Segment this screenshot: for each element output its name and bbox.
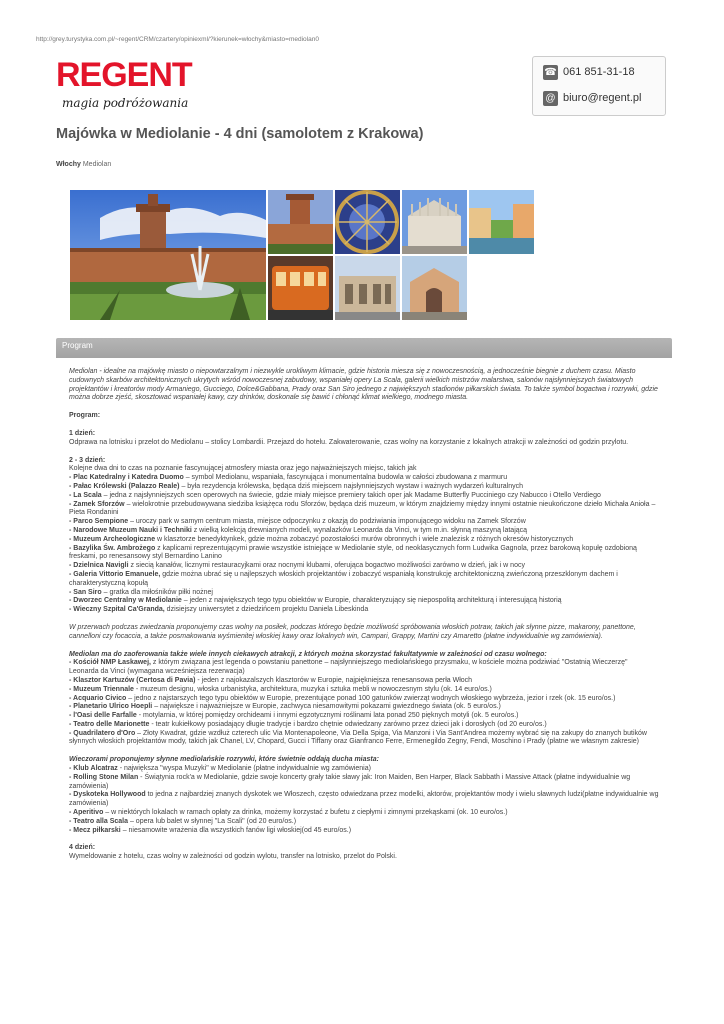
email-row	[543, 87, 665, 109]
list-item-name: - Wieczny Szpital Ca'Granda,	[69, 606, 165, 614]
list-item	[69, 571, 659, 589]
list-item-name: - Klub Alcatraz	[69, 765, 118, 773]
at-icon: @	[543, 91, 558, 106]
nightlife-heading: Wieczorami proponujemy słynne mediolańskie rozrywki, które świetnie oddają ducha miasta:	[69, 756, 379, 764]
list-item-name: - Pałac Królewski (Palazzo Reale)	[69, 482, 180, 490]
contact-box	[532, 56, 666, 116]
list-item-text: to jedna z najbardziej znanych dyskotek we Włoszech, często odwiedzana przez modelki, aktorów, projektantów mody i wielu sławnych ludzi(płatne indywidualnie wg zamówienia)	[69, 791, 659, 808]
list-item-name: - Muzeum Triennale	[69, 685, 134, 693]
breadcrumb-country[interactable]: Włochy	[56, 161, 81, 168]
list-item	[69, 562, 659, 571]
list-item-name: - Rolling Stone Milan	[69, 773, 139, 781]
list-item-text: - największa "wyspa Muzyki" w Mediolanie (płatne indywidualnie wg zamówienia)	[117, 765, 371, 773]
list-item	[69, 827, 659, 836]
list-item-text: – uroczy park w samym centrum miasta, miejsce odpoczynku z okazją do podziwiania imponującego widoku na Zamek Sforzów	[128, 518, 526, 526]
photo-galleria-dome[interactable]	[335, 190, 400, 254]
list-item	[69, 518, 659, 527]
phone-icon: ☎	[544, 66, 557, 78]
list-item-name: - Plac Katedralny i Katedra Duomo	[69, 474, 184, 482]
photo-duomo[interactable]	[402, 190, 467, 254]
list-item-text: - muzeum designu, włoska urbanistyka, architektura, muzyka i sztuka mebli w nowoczesnym stylu (ok. 14 euro/os.)	[133, 685, 492, 693]
list-item	[69, 483, 659, 492]
intro-text: Mediolan - idealne na majówkę miasto o niepowtarzalnym i niezwykle urokliwym klimacie, gdzie historia miesza się z nowoczesnością, a jednocześnie biegnie z duchem czasu. Miasto cudownych skarbów architektonicznych ukrytych wśród nowoczesnej zabudowy, wspaniałej opery La Scala, galerii wielkich mistrzów malarstwa, salonów najsłynniejszych światowych projektantów i kreatorów mody Armaniego, Gucciego, Dolce&Gabbana, Prady oraz San Siro jednego z największych stadionów piłkarskich świata. To także symbol bogactwa i rozrywki, gdzie można dobrze zjeść, skosztować wspaniałej kawy, czy drinków, doskonale się bawić i chłonąć klimat wielkiego, modnego miasta.	[69, 368, 658, 402]
list-item-text: z wielką kolekcją drewnianych modeli, wynalazków Leonarda da Vinci, w tym m.in. słynną maszyną latającą	[191, 526, 528, 534]
list-item-text: w klasztorze benedyktynkek, gdzie można zobaczyć pozostałości murów obronnych i wiele znalezisk z różnych okresów historycznych	[155, 535, 574, 543]
list-item-name: - La Scala	[69, 491, 102, 499]
list-item-name: - Dyskoteka Hollywood	[69, 791, 146, 799]
list-item	[69, 730, 659, 748]
day4-title: 4 dzień:	[69, 844, 96, 852]
list-item-text: – w niektórych lokalach w ramach opłaty za drinka, możemy korzystać z bufetu z ciepłymi i zimnymi przekąskami (ok. 10 euro/os.)	[103, 809, 508, 817]
list-item	[69, 492, 659, 501]
list-item-text: - Świątynia rock'a w Mediolanie, gdzie swoje koncerty grały takie sławy jak: Iron Maiden, Ben Harper, Black Sabbath i Massive Attack (płatne indywidualnie wg zamówienia)	[69, 773, 631, 790]
list-item-name: - Zamek Sforzów	[69, 500, 125, 508]
list-item-name: - Bazylika Św. Ambrożego	[69, 544, 156, 552]
photo-central-station[interactable]	[335, 256, 400, 320]
list-item-text: – gratka dla miłośników piłki nożnej	[101, 588, 213, 596]
logo-wordmark: REGENT	[56, 56, 192, 94]
list-item-text: – jeden z największych tego typu obiektów w Europie, charakteryzujący się niepospolitą architekturą i interesującą historią	[181, 597, 562, 605]
list-item	[69, 695, 659, 704]
list-item	[69, 589, 659, 598]
list-item-text: – największe i najważniejsze w Europie, zachwyca niesamowitymi pokazami gwiezdnego świata (ok. 5 euro/os.)	[152, 703, 501, 711]
list-item-text: – była rezydencja królewska, będąca dziś miejscem najsłynniejszych wystaw i ważnych wydarzeń kulturalnych	[179, 482, 524, 490]
list-item-text: – opera lub balet w słynnej "La Scali" (od 20 euro/os.)	[128, 817, 297, 825]
list-item	[69, 597, 659, 606]
list-item	[69, 818, 659, 827]
list-item-text: z którym związana jest legenda o powstaniu panettone – najsłynniejszego mediolańskiego przysmaku, w kościele można podziwiać "Ostatnią Wieczerzę" Leonarda da Vinci (wymagana wcześniejsza rezerwacja)	[69, 659, 628, 676]
list-item	[69, 677, 659, 686]
attractions-heading: Mediolan ma do zaoferowania także wiele innych ciekawych atrakcji, z których można skorzystać fakultatywnie w zależności od czasu wolnego:	[69, 650, 547, 658]
photo-castle-tower[interactable]	[268, 190, 333, 254]
list-item-text: z siecią kanałów, licznymi restauracyjkami oraz nocnymi klubami, oferująca bogactwo możliwości zarówno w dzień, jak i w nocy	[128, 562, 525, 570]
list-item-text: - jeden z najokazalszych klasztorów w Europie, najpiękniejsza renesansowa perła Włoch	[195, 676, 473, 684]
breadcrumb-city[interactable]: Mediolan	[82, 161, 112, 168]
logo-tagline: magia podróżowania	[62, 96, 189, 110]
photo-milan-tram[interactable]	[268, 256, 333, 320]
list-item-text: – jedna z najsłynniejszych scen operowych na świecie, gdzie miały miejsce premiery takich oper jak Madame Butterfly Pucciniego czy Nabucco i Otello Verdiego	[101, 491, 601, 499]
regent-logo[interactable]	[56, 56, 206, 114]
day23-title: 2 - 3 dzień:	[69, 456, 106, 464]
list-item-name: - Muzeum Archeologiczne	[69, 535, 156, 543]
nightlife-list	[69, 765, 659, 835]
list-item-name: - Narodowe Muzeum Nauki i Techniki	[69, 526, 192, 534]
list-item-name: - Parco Sempione	[69, 518, 129, 526]
list-item	[69, 791, 659, 809]
program-header-bar: Program	[56, 338, 672, 358]
page-url: http://grey.turystyka.com.pl/~regent/CRM/czartery/opiniexml/?kierunek=włochy&miasto=mediolan0	[36, 36, 319, 43]
email-address[interactable]: biuro@regent.pl	[563, 92, 642, 104]
breadcrumb	[56, 161, 111, 168]
phone-row	[543, 61, 665, 83]
photo-navigli-canal[interactable]	[469, 190, 534, 254]
list-item-name: - Klasztor Kartuzów (Certosa di Pavia)	[69, 676, 196, 684]
list-item	[69, 765, 659, 774]
list-item-text: dzisiejszy uniwersytet z dziedzińcem projektu Daniela Libeskinda	[164, 606, 369, 614]
break-note: W przerwach podczas zwiedzania proponujemy czas wolny na posiłek, podczas którego będzie możliwość spróbowania włoskich potraw, takich jak słynne pizze, makarony, panettone, cannelloni czy focaccia, a także posmakowania wyśmienitej włoskiej kawy oraz lokalnych win, Campari, Grappy, Martini czy Amaretto (płatne indywidualnie wg zamówienia).	[69, 623, 636, 640]
day1-text: Odprawa na lotnisku i przelot do Mediolanu – stolicy Lombardii. Przejazd do hotelu. Zakwaterowanie, czas wolny na korzystanie z lokalnych atrakcji w zależności od godzin przylotu.	[69, 438, 629, 446]
list-item-text: - teatr kukiełkowy posiadający długie tradycje i bardzo chętnie odwiedzany zarówno przez dzieci jak i dorosłych (od 20 euro/os.)	[149, 720, 547, 728]
list-item	[69, 703, 659, 712]
list-item-name: - Acquario Civico	[69, 694, 127, 702]
list-item-name: - Quadrilatero d'Oro	[69, 729, 136, 737]
list-item-name: - San Siro	[69, 588, 102, 596]
list-item-name: - Mecz piłkarski	[69, 826, 121, 834]
list-item-name: - Planetario Ulrico Hoepli	[69, 703, 153, 711]
list-item-name: - l'Oasi delle Farfalle	[69, 712, 137, 720]
list-item	[69, 536, 659, 545]
list-item	[69, 774, 659, 792]
day4-text: Wymeldowanie z hotelu, czas wolny w zależności od godzin wylotu, transfer na lotnisko, przelot do Polski.	[69, 853, 397, 861]
page-title: Majówka w Mediolanie - 4 dni (samolotem z Krakowa)	[56, 126, 424, 142]
list-item-name: - Aperitivo	[69, 809, 104, 817]
list-item-text: z kaplicami reprezentującymi prawie wszystkie istniejące w Mediolanie style, od neoklasycznych form Ludwika Gagnola, przez barokową kopułę ozdobioną freskami, po renesansowy styl Bernardino Lanino	[69, 544, 637, 561]
list-item	[69, 659, 659, 677]
list-item-text: – Złoty Kwadrat, gdzie wzdłuż czterech ulic Via Montenapoleone, Via Della Spiga, Via Manzoni i Via Sant'Andrea możemy wybrać się na zakupy do znanych butików słynnych włoskich projektantów mody, takich jak Chanel, LV, Chopard, Gucci i Tiffany oraz Gianfranco Ferre, Ermenegildo Zegny, Fendi, Moschino i Prady (płatne we własnym zakresie)	[69, 729, 647, 746]
list-item-name: - Galeria Vittorio Emanuele,	[69, 570, 161, 578]
list-item	[69, 527, 659, 536]
list-item	[69, 809, 659, 818]
list-item-text: – niesamowite wrażenia dla wszystkich fanów ligi włoskiej(od 45 euro/os.)	[120, 826, 352, 834]
list-item-name: - Kościół NMP Łaskawej,	[69, 659, 151, 667]
list-item	[69, 474, 659, 483]
day23-list	[69, 474, 659, 615]
list-item	[69, 712, 659, 721]
list-item-name: - Dworzec Centralny w Mediolanie	[69, 597, 182, 605]
attractions-list	[69, 659, 659, 747]
photo-basilica[interactable]	[402, 256, 467, 320]
list-item	[69, 686, 659, 695]
phone-number[interactable]: 061 851-31-18	[563, 66, 635, 78]
day1-title: 1 dzień:	[69, 429, 96, 437]
list-item-name: - Dzielnica Navigli	[69, 562, 129, 570]
list-item	[69, 721, 659, 730]
list-item-text: gdzie można ubrać się u najlepszych włoskich projektantów i zobaczyć wspaniałą konstrukcję architektoniczną zwieńczoną przeszklonym dachem i charakterystyczną kopułą	[69, 570, 618, 587]
list-item	[69, 606, 659, 615]
program-content	[69, 368, 659, 862]
list-item-text: – wielokrotnie przebudowywana siedziba książęca rodu Sforzów, będąca dziś muzeum, w którym znajdziemy między innymi ostatnie nieukończone dzieło Michała Anioła – Pieta Rondanini	[69, 500, 656, 517]
list-item-text: - motylarnia, w której pomiędzy orchideami i innymi egzotycznymi roślinami lata ponad 250 pięknych motyli (ok. 5 euro/os.)	[136, 712, 519, 720]
list-item-name: - Teatro delle Marionette	[69, 720, 150, 728]
list-item-text: – jedno z najstarszych tego typu obiektów w Europie, prezentujące ponad 100 gatunków zwierząt wodnych włoskiego wybrzeża, jezior i rzek (ok. 15 euro/os.)	[126, 694, 616, 702]
list-item-name: - Teatro alla Scala	[69, 817, 129, 825]
list-item-text: – symbol Mediolanu, wspaniała, fascynująca i monumentalna budowla w całości zbudowana z marmuru	[183, 474, 508, 482]
day23-intro: Kolejne dwa dni to czas na poznanie fascynującej atmosfery miasta oraz jego najważniejszych miejsc, takich jak	[69, 465, 417, 473]
list-item	[69, 545, 659, 563]
photo-sforza-castle[interactable]	[70, 190, 266, 320]
program-heading: Program:	[69, 412, 101, 420]
list-item	[69, 501, 659, 519]
